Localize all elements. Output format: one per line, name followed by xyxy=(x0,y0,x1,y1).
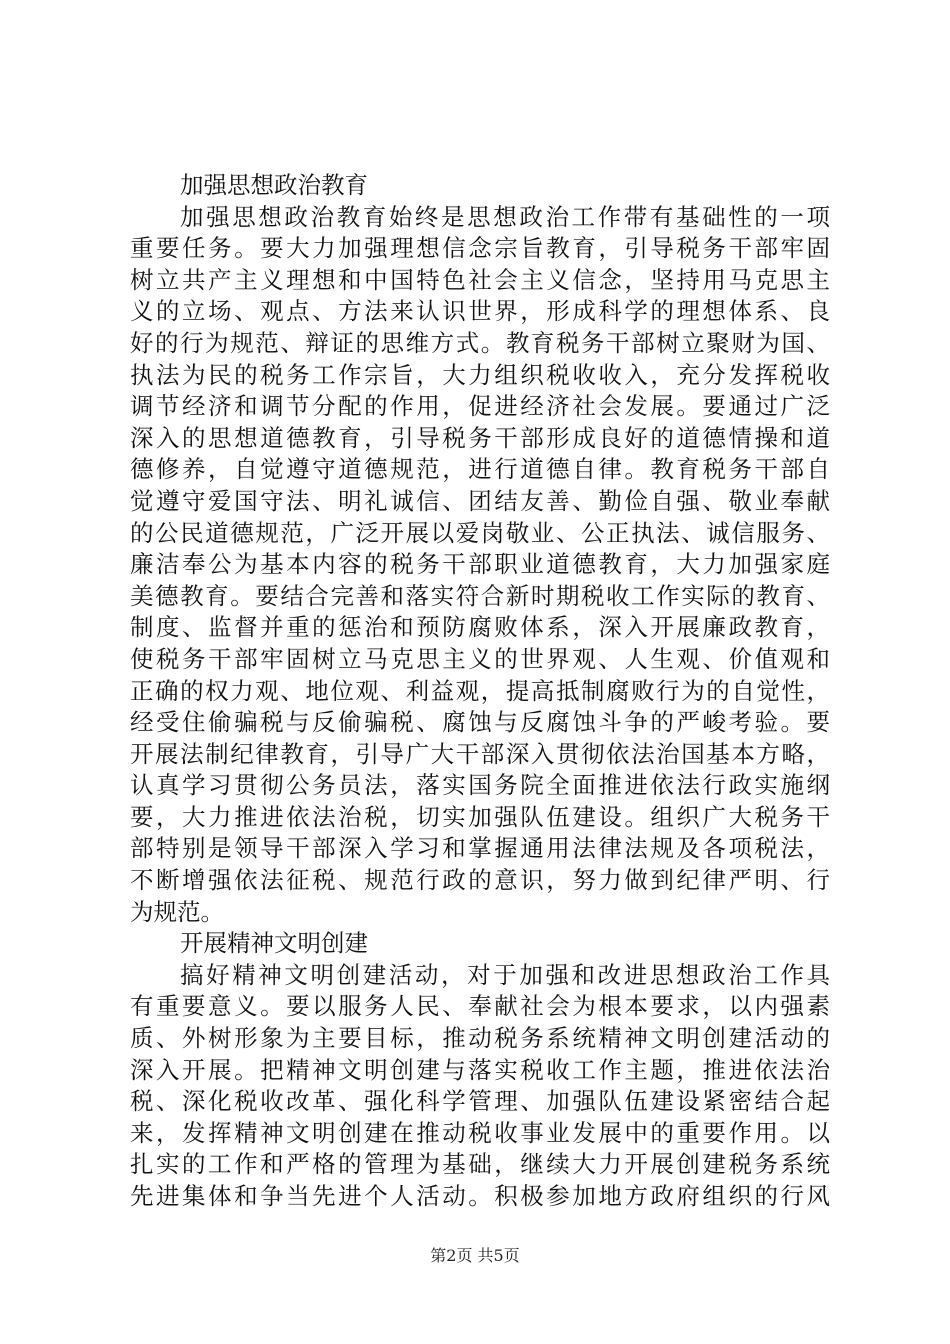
paragraph-line: 的公民道德规范，广泛开展以爱岗敬业、公正执法、诚信服务、 xyxy=(130,518,830,547)
paragraph-line: 德修养，自觉遵守道德规范，进行道德自律。教育税务干部自 xyxy=(130,455,830,484)
paragraph-line: 部特别是领导干部深入学习和掌握通用法律法规及各项税法， xyxy=(130,834,830,863)
paragraph-line: 深入的思想道德教育，引导税务干部形成良好的道德情操和道 xyxy=(130,423,830,452)
paragraph-line: 搞好精神文明创建活动，对于加强和改进思想政治工作具 xyxy=(180,960,830,989)
paragraph-line: 开展法制纪律教育，引导广大干部深入贯彻依法治国基本方略， xyxy=(130,739,830,768)
paragraph-line: 制度、监督并重的惩治和预防腐败体系，深入开展廉政教育， xyxy=(130,613,830,642)
paragraph-line: 重要任务。要大力加强理想信念宗旨教育，引导税务干部牢固 xyxy=(130,234,830,263)
paragraph-line: 先进集体和争当先进个人活动。积极参加地方政府组织的行风 xyxy=(130,1182,830,1210)
paragraph-line: 廉洁奉公为基本内容的税务干部职业道德教育，大力加强家庭 xyxy=(130,550,830,579)
paragraph-line: 深入开展。把精神文明创建与落实税收工作主题，推进依法治 xyxy=(130,1055,830,1084)
section-spiritual-civilization xyxy=(130,928,830,1212)
paragraph-line: 认真学习贯彻公务员法，落实国务院全面推进依法行政实施纲 xyxy=(130,771,830,800)
section-heading: 开展精神文明创建 xyxy=(180,929,368,958)
paragraph-line: 不断增强依法征税、规范行政的意识，努力做到纪律严明、行 xyxy=(130,866,830,895)
paragraph-line: 美德教育。要结合完善和落实符合新时期税收工作实际的教育、 xyxy=(130,581,830,610)
paragraph-line: 扎实的工作和严格的管理为基础，继续大力开展创建税务系统 xyxy=(130,1150,830,1179)
paragraph-line: 加强思想政治教育始终是思想政治工作带有基础性的一项 xyxy=(180,202,830,231)
paragraph-line: 要，大力推进依法治税，切实加强队伍建设。组织广大税务干 xyxy=(130,802,830,831)
page-number-footer: 第2页 共5页 xyxy=(430,1246,520,1265)
paragraph-line: 为规范。 xyxy=(130,897,224,926)
paragraph-line: 义的立场、观点、方法来认识世界，形成科学的理想体系、良 xyxy=(130,297,830,326)
paragraph-line: 税、深化税收改革、强化科学管理、加强队伍建设紧密结合起 xyxy=(130,1087,830,1116)
section-ideological-education xyxy=(130,170,830,928)
paragraph-line: 好的行为规范、辩证的思维方式。教育税务干部树立聚财为国、 xyxy=(130,328,830,357)
paragraph-line: 有重要意义。要以服务人民、奉献社会为根本要求，以内强素 xyxy=(130,992,830,1021)
paragraph-line: 使税务干部牢固树立马克思主义的世界观、人生观、价值观和 xyxy=(130,644,830,673)
paragraph-line: 正确的权力观、地位观、利益观，提高抵制腐败行为的自觉性， xyxy=(130,676,830,705)
paragraph-line: 调节经济和调节分配的作用，促进经济社会发展。要通过广泛 xyxy=(130,392,830,421)
paragraph-line: 质、外树形象为主要目标，推动税务系统精神文明创建活动的 xyxy=(130,1024,830,1053)
paragraph-line: 来，发挥精神文明创建在推动税收事业发展中的重要作用。以 xyxy=(130,1118,830,1147)
document-body xyxy=(130,170,830,1213)
paragraph-line: 觉遵守爱国守法、明礼诚信、团结友善、勤俭自强、敬业奉献 xyxy=(130,486,830,515)
section-heading: 加强思想政治教育 xyxy=(180,171,368,199)
paragraph-line: 执法为民的税务工作宗旨，大力组织税收收入，充分发挥税收 xyxy=(130,360,830,389)
paragraph-line: 树立共产主义理想和中国特色社会主义信念，坚持用马克思主 xyxy=(130,265,830,294)
paragraph-line: 经受住偷骗税与反偷骗税、腐蚀与反腐蚀斗争的严峻考验。要 xyxy=(130,708,830,737)
